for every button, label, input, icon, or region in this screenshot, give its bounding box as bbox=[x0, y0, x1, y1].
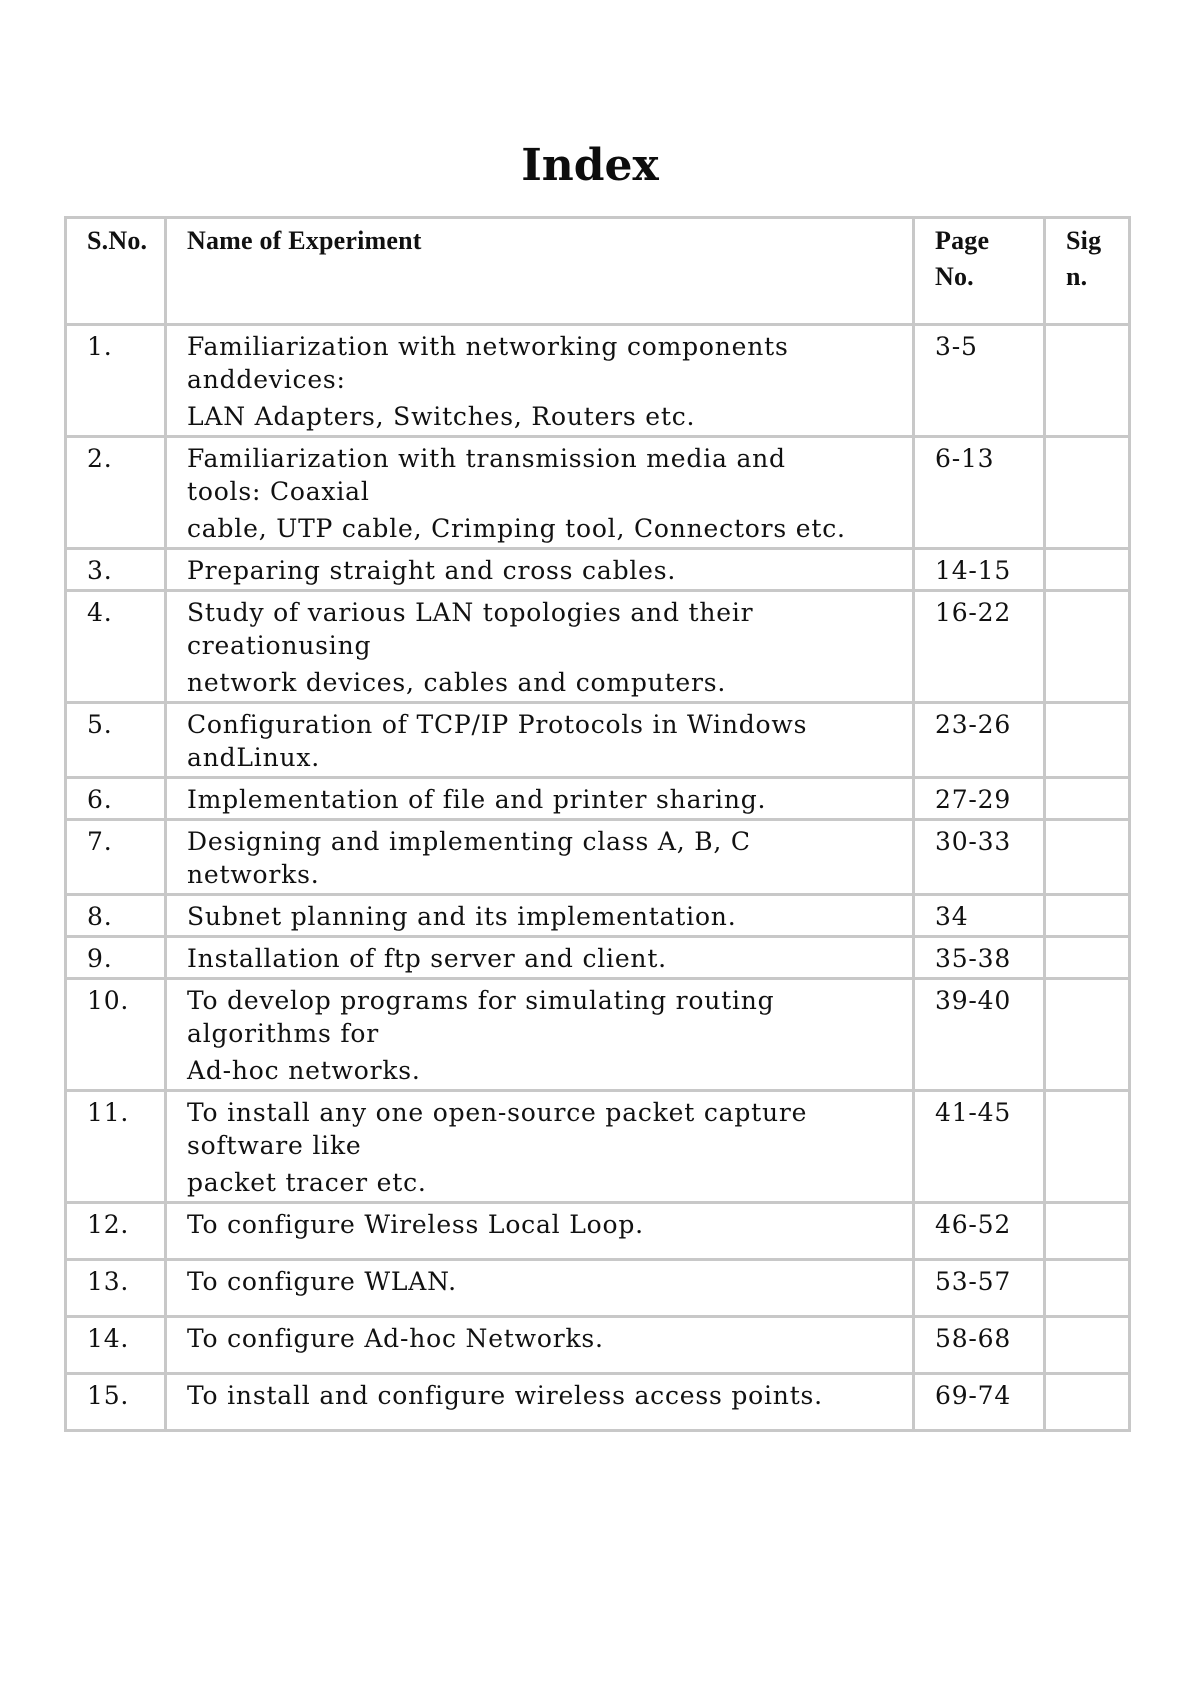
experiment-name-line: Implementation of file and printer sharing. bbox=[187, 785, 767, 814]
cell-sign bbox=[1045, 1317, 1130, 1374]
table-row bbox=[66, 549, 1130, 591]
table-row bbox=[66, 1091, 1130, 1203]
cell-sno: 10. bbox=[66, 979, 166, 1091]
cell-page-no: 34 bbox=[914, 895, 1045, 937]
experiment-name-line: Designing and implementing class A, B, C bbox=[187, 827, 751, 856]
experiment-name-line: networks. bbox=[187, 860, 320, 889]
experiment-name-line: packet tracer etc. bbox=[187, 1168, 427, 1197]
cell-experiment-name bbox=[166, 1317, 914, 1374]
cell-page-no: 23-26 bbox=[914, 703, 1045, 778]
table-row bbox=[66, 820, 1130, 895]
cell-sign bbox=[1045, 820, 1130, 895]
experiment-name-line: creationusing bbox=[187, 631, 372, 660]
table-body bbox=[66, 325, 1130, 1431]
experiment-name-line: software like bbox=[187, 1131, 362, 1160]
experiment-name-line: To develop programs for simulating routing bbox=[187, 986, 775, 1015]
cell-sign bbox=[1045, 937, 1130, 979]
cell-experiment-name bbox=[166, 703, 914, 778]
experiment-name-line: To install any one open-source packet capture bbox=[187, 1098, 808, 1127]
cell-experiment-name bbox=[166, 325, 914, 437]
experiment-name-line: Familiarization with networking components bbox=[187, 332, 789, 361]
table-row bbox=[66, 325, 1130, 437]
experiment-name-line: To configure WLAN. bbox=[187, 1267, 457, 1296]
table-row bbox=[66, 778, 1130, 820]
cell-page-no: 39-40 bbox=[914, 979, 1045, 1091]
experiment-name-line: andLinux. bbox=[187, 743, 321, 772]
experiment-name-line: Subnet planning and its implementation. bbox=[187, 902, 737, 931]
experiment-name-line: Study of various LAN topologies and their bbox=[187, 598, 754, 627]
experiment-name-line: network devices, cables and computers. bbox=[187, 668, 727, 697]
cell-sign bbox=[1045, 703, 1130, 778]
table-row bbox=[66, 937, 1130, 979]
cell-sno: 7. bbox=[66, 820, 166, 895]
cell-page-no: 46-52 bbox=[914, 1203, 1045, 1260]
experiment-name-line: tools: Coaxial bbox=[187, 477, 370, 506]
cell-sign bbox=[1045, 437, 1130, 549]
cell-sno: 3. bbox=[66, 549, 166, 591]
experiment-name-line: To configure Wireless Local Loop. bbox=[187, 1210, 644, 1239]
table-row bbox=[66, 895, 1130, 937]
cell-page-no: 53-57 bbox=[914, 1260, 1045, 1317]
cell-sno: 14. bbox=[66, 1317, 166, 1374]
cell-sno: 8. bbox=[66, 895, 166, 937]
cell-sign bbox=[1045, 979, 1130, 1091]
experiment-name-line: Installation of ftp server and client. bbox=[187, 944, 667, 973]
cell-sign bbox=[1045, 1260, 1130, 1317]
cell-sno: 12. bbox=[66, 1203, 166, 1260]
cell-sno: 5. bbox=[66, 703, 166, 778]
cell-experiment-name bbox=[166, 591, 914, 703]
cell-sign bbox=[1045, 549, 1130, 591]
cell-sno: 1. bbox=[66, 325, 166, 437]
cell-experiment-name bbox=[166, 549, 914, 591]
experiment-name-line: Preparing straight and cross cables. bbox=[187, 556, 677, 585]
cell-sign bbox=[1045, 1203, 1130, 1260]
cell-sno: 6. bbox=[66, 778, 166, 820]
cell-sno: 2. bbox=[66, 437, 166, 549]
cell-experiment-name bbox=[166, 895, 914, 937]
page-title: Index bbox=[521, 140, 659, 191]
cell-experiment-name bbox=[166, 1091, 914, 1203]
table-row bbox=[66, 1260, 1130, 1317]
cell-sign bbox=[1045, 591, 1130, 703]
table-row bbox=[66, 591, 1130, 703]
cell-experiment-name bbox=[166, 937, 914, 979]
cell-experiment-name bbox=[166, 778, 914, 820]
table-row bbox=[66, 437, 1130, 549]
experiment-name-line: To install and configure wireless access points. bbox=[187, 1381, 823, 1410]
experiment-name-line: To configure Ad-hoc Networks. bbox=[187, 1324, 604, 1353]
cell-experiment-name bbox=[166, 1374, 914, 1431]
header-row bbox=[66, 218, 1130, 325]
cell-page-no: 14-15 bbox=[914, 549, 1045, 591]
experiment-name-line: Familiarization with transmission media and bbox=[187, 444, 786, 473]
experiment-name-line: LAN Adapters, Switches, Routers etc. bbox=[187, 402, 696, 431]
cell-experiment-name bbox=[166, 1203, 914, 1260]
cell-sno: 15. bbox=[66, 1374, 166, 1431]
experiment-name-line: algorithms for bbox=[187, 1019, 379, 1048]
cell-sign bbox=[1045, 778, 1130, 820]
cell-page-no: 27-29 bbox=[914, 778, 1045, 820]
table-row bbox=[66, 703, 1130, 778]
cell-page-no: 69-74 bbox=[914, 1374, 1045, 1431]
cell-page-no: 16-22 bbox=[914, 591, 1045, 703]
experiment-name-line: Configuration of TCP/IP Protocols in Windows bbox=[187, 710, 808, 739]
cell-page-no: 35-38 bbox=[914, 937, 1045, 979]
table-row bbox=[66, 1374, 1130, 1431]
cell-sign bbox=[1045, 895, 1130, 937]
cell-sign bbox=[1045, 325, 1130, 437]
cell-experiment-name bbox=[166, 1260, 914, 1317]
header-name: Name of Experiment bbox=[166, 218, 914, 325]
header-page: Page No. bbox=[914, 218, 1045, 325]
experiment-name-line: cable, UTP cable, Crimping tool, Connectors etc. bbox=[187, 514, 846, 543]
cell-experiment-name bbox=[166, 820, 914, 895]
cell-sno: 11. bbox=[66, 1091, 166, 1203]
index-table bbox=[64, 216, 1131, 1432]
cell-sign bbox=[1045, 1091, 1130, 1203]
cell-sign bbox=[1045, 1374, 1130, 1431]
cell-experiment-name bbox=[166, 979, 914, 1091]
cell-page-no: 41-45 bbox=[914, 1091, 1045, 1203]
table-row bbox=[66, 1203, 1130, 1260]
cell-experiment-name bbox=[166, 437, 914, 549]
cell-page-no: 3-5 bbox=[914, 325, 1045, 437]
experiment-name-line: Ad-hoc networks. bbox=[187, 1056, 421, 1085]
cell-sno: 13. bbox=[66, 1260, 166, 1317]
header-sno: S.No. bbox=[66, 218, 166, 325]
header-sign: Sign. bbox=[1045, 218, 1130, 325]
cell-page-no: 30-33 bbox=[914, 820, 1045, 895]
cell-sno: 4. bbox=[66, 591, 166, 703]
table-row bbox=[66, 1317, 1130, 1374]
experiment-name-line: anddevices: bbox=[187, 365, 346, 394]
cell-page-no: 6-13 bbox=[914, 437, 1045, 549]
cell-page-no: 58-68 bbox=[914, 1317, 1045, 1374]
table-row bbox=[66, 979, 1130, 1091]
cell-sno: 9. bbox=[66, 937, 166, 979]
